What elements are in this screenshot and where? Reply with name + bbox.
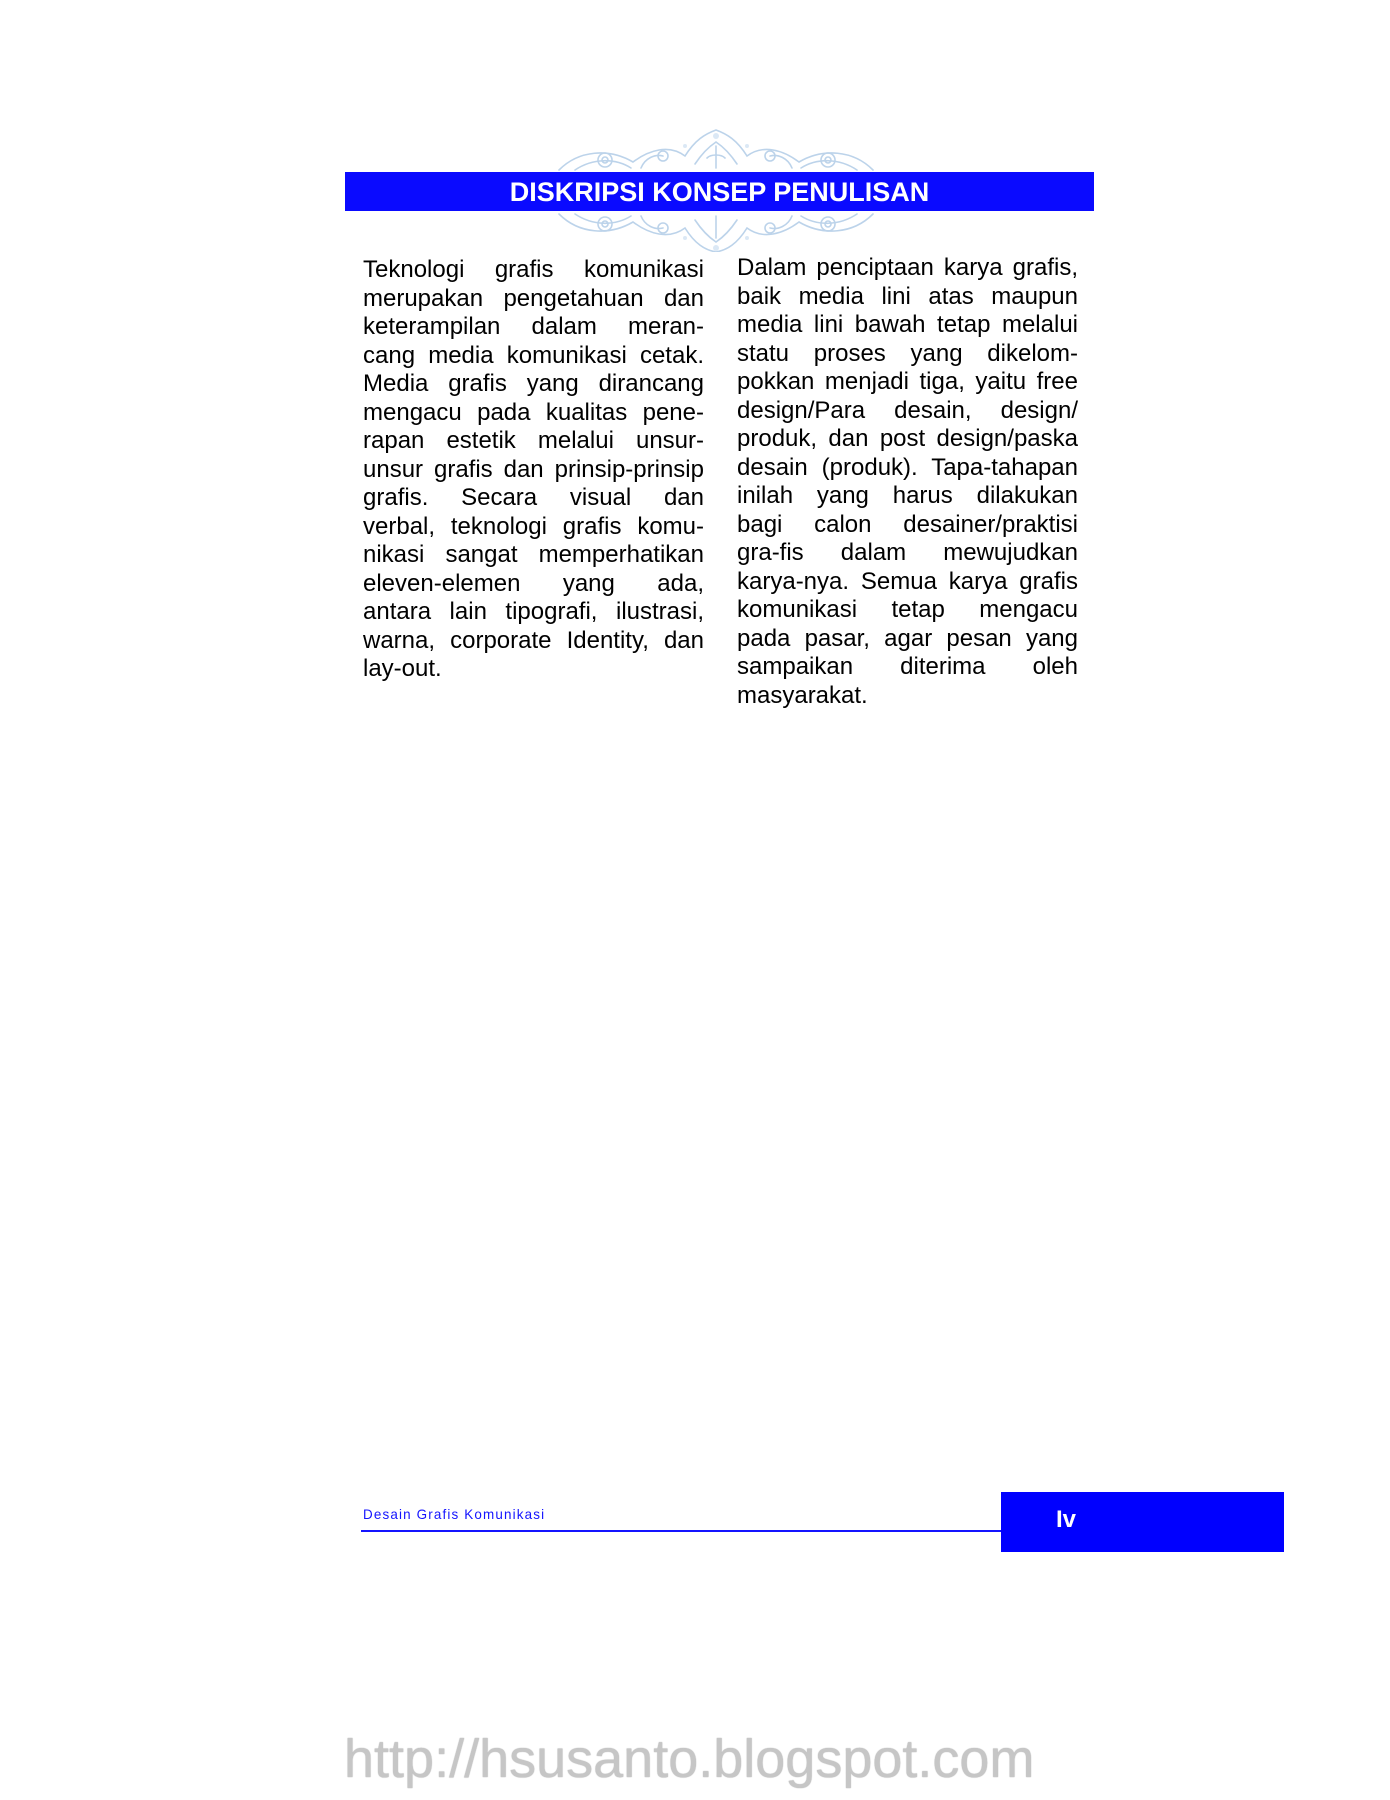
text-line: mengacu pada kualitas pene- [363,398,704,426]
text-line: komunikasi tetap mengacu [737,596,1078,623]
text-line: keterampilan dalam meran- [363,313,704,340]
page-number: Iv [1056,1506,1077,1533]
text-line: warna, corporate Identity, dan [363,626,704,654]
text-line: karya-nya. Semua karya grafis [737,567,1078,595]
text-line: Teknologi grafis komunikasi [363,256,704,283]
text-line: sampaikan diterima oleh [737,653,1078,680]
text-line: Media grafis yang dirancang [363,370,704,397]
text-line: masyarakat. [737,681,868,709]
page-number-box [1001,1492,1284,1552]
section-title-bar [345,172,1094,211]
text-line: verbal, teknologi grafis komu- [363,512,704,540]
text-line: design/Para desain, design/ [737,396,1078,424]
text-line: media lini bawah tetap melalui [737,311,1078,338]
text-line: statu proses yang dikelom- [737,339,1078,367]
text-line: nikasi sangat memperhatikan [363,541,704,568]
text-line: bagi calon desainer/praktisi [737,510,1078,538]
text-line: produk, dan post design/paska [737,425,1078,452]
text-line: Dalam penciptaan karya grafis, [737,254,1078,281]
text-line: eleven-elemen yang ada, [363,569,704,597]
text-line: unsur grafis dan prinsip-prinsip [363,455,704,483]
footer-book-title: Desain Grafis Komunikasi [363,1506,546,1522]
text-line: inilah yang harus dilakukan [737,482,1078,509]
text-line: lay-out. [363,655,442,682]
watermark [344,1728,1104,1800]
text-line: merupakan pengetahuan dan [363,284,704,312]
text-column-right [737,254,1078,710]
text-line: gra-fis dalam mewujudkan [737,539,1078,566]
text-line: rapan estetik melalui unsur- [363,427,704,454]
text-line: antara lain tipografi, ilustrasi, [363,598,704,625]
text-line: cang media komunikasi cetak. [363,341,704,369]
text-line: pada pasar, agar pesan yang [737,624,1078,652]
text-line: grafis. Secara visual dan [363,484,704,511]
page-title: DISKRIPSI KONSEP PENULISAN [509,177,930,207]
watermark-url: http://hsusanto.blogspot.com [344,1729,1035,1789]
footer-divider [361,1530,1002,1532]
text-line: pokkan menjadi tiga, yaitu free [737,368,1078,395]
text-line: desain (produk). Tapa-tahapan [737,453,1078,481]
text-line: baik media lini atas maupun [737,282,1078,310]
text-column-left [363,256,704,684]
